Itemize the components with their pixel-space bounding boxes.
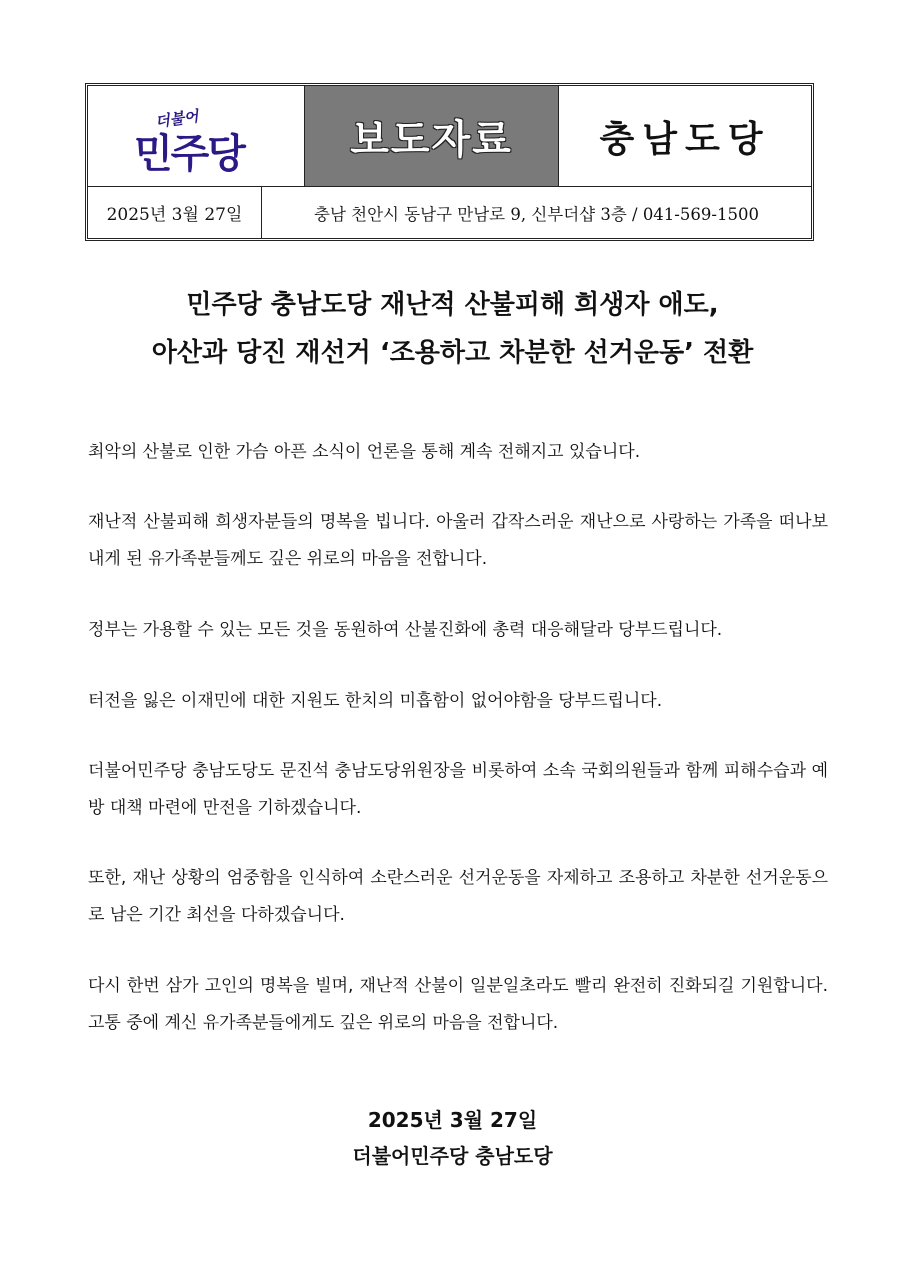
- press-release-label: 보도자료: [350, 116, 513, 163]
- body-paragraph-1: 최악의 산불로 인한 가슴 아픈 소식이 언론을 통해 계속 전해지고 있습니다.: [88, 442, 641, 462]
- body-paragraph-5: 더불어민주당 충남도당도 문진석 충남도당위원장을 비롯하여 소속 국회의원들과 함께 피해수습과 예방 대책 마련에 만전을 기하겠습니다.: [88, 761, 828, 818]
- body-paragraph-6: 또한, 재난 상황의 엄중함을 인식하여 소란스러운 선거운동을 자제하고 조용하고 차분한 선거운동으로 남은 기간 최선을 다하겠습니다.: [88, 868, 828, 925]
- logo-main-text: 민주당: [134, 131, 244, 177]
- headline-line-1: 민주당 충남도당 재난적 산불피해 희생자 애도,: [186, 290, 719, 320]
- header-date: 2025년 3월 27일: [88, 187, 262, 238]
- org-label-cell: [559, 86, 811, 186]
- press-release-header: [85, 83, 814, 241]
- body-paragraph-4: 터전을 잃은 이재민에 대한 지원도 한치의 미흡함이 없어야함을 당부드립니다.: [88, 691, 663, 711]
- body-paragraph-7: 다시 한번 삼가 고인의 명복을 빌며, 재난적 산불이 일분일초라도 빨리 완전히 진화되길 기원합니다. 고통 중에 계신 유가족분들에게도 깊은 위로의 마음을 전합니다.: [88, 976, 828, 1033]
- footer-signature: 더불어민주당 충남도당: [352, 1144, 553, 1168]
- logo-small-text: 더불어: [154, 107, 200, 131]
- header-top-row: [88, 86, 811, 187]
- footer-date: 2025년 3월 27일: [367, 1108, 538, 1132]
- press-release-label-cell: [305, 86, 559, 186]
- body-paragraph-2: 재난적 산불피해 희생자분들의 명복을 빕니다. 아울러 갑작스러운 재난으로 사랑하는 가족을 떠나보내게 된 유가족분들께도 깊은 위로의 마음을 전합니다.: [88, 512, 828, 569]
- headline-line-2: 아산과 당진 재선거 ‘조용하고 차분한 선거운동’ 전환: [151, 338, 754, 368]
- party-logo: [88, 86, 305, 186]
- header-address: 충남 천안시 동남구 만남로 9, 신부더샵 3층 / 041-569-1500: [314, 204, 759, 224]
- org-label: 충남도당: [599, 118, 771, 160]
- header-bottom-row: [88, 187, 811, 238]
- body-paragraph-3: 정부는 가용할 수 있는 모든 것을 동원하여 산불진화에 총력 대응해달라 당부드립니다.: [88, 620, 723, 640]
